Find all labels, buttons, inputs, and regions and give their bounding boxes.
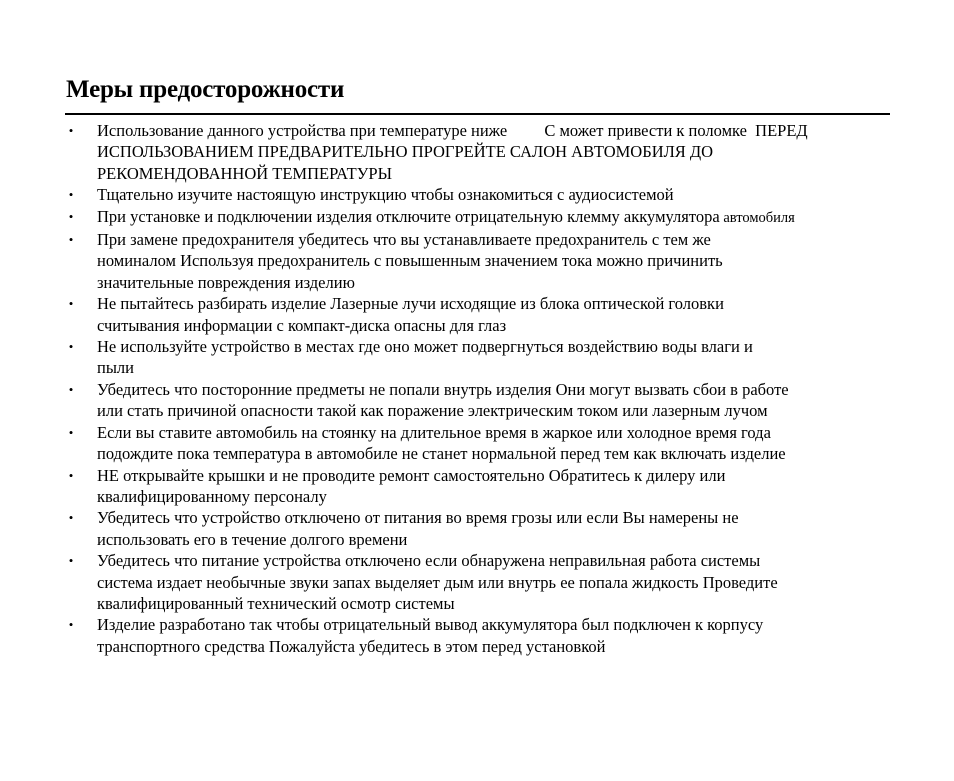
item-line: или стать причиной опасности такой как поражение электрическим током или лазерным лучом xyxy=(97,401,768,421)
list-item xyxy=(65,550,890,614)
bullet-icon: • xyxy=(68,339,74,355)
item-line: Не пытайтесь разбирать изделие Лазерные лучи исходящие из блока оптической головки xyxy=(97,294,724,314)
list-item xyxy=(65,184,890,205)
item-line-text: При установке и подключении изделия отключите отрицательную клемму аккумулятора xyxy=(97,206,720,226)
item-line: квалифицированный технический осмотр системы xyxy=(97,593,455,613)
item-line: Не используйте устройство в местах где оно может подвергнуться воздействию воды влаги и xyxy=(97,337,753,357)
bullet-icon: • xyxy=(68,187,74,203)
item-line: подождите пока температура в автомобиле не станет нормальной перед тем как включать изделие xyxy=(97,444,786,464)
precautions-list xyxy=(65,120,890,657)
bullet-icon: • xyxy=(68,123,74,138)
title-divider xyxy=(65,113,890,115)
document-page xyxy=(65,75,890,657)
item-line: пыли xyxy=(97,358,134,378)
item-line: Убедитесь что устройство отключено от питания во время грозы или если Вы намерены не xyxy=(97,508,739,528)
item-line: Убедитесь что посторонние предметы не попали внутрь изделия Они могут вызвать сбои в работе xyxy=(97,379,789,399)
bullet-icon: • xyxy=(68,381,74,397)
list-item xyxy=(65,336,890,379)
bullet-icon: • xyxy=(68,424,74,440)
list-item xyxy=(65,293,890,336)
item-line: использовать его в течение долгого времени xyxy=(97,529,408,549)
item-line: номиналом Используя предохранитель с повышенным значением тока можно причинить xyxy=(97,251,723,271)
bullet-icon: • xyxy=(68,553,74,569)
list-item xyxy=(65,229,890,293)
bullet-icon: • xyxy=(68,510,74,526)
item-line: Убедитесь что питание устройства отключено если обнаружена неправильная работа системы xyxy=(97,551,761,571)
list-item xyxy=(65,120,890,184)
list-item xyxy=(65,206,890,229)
list-item xyxy=(65,507,890,550)
item-line: ИСПОЛЬЗОВАНИЕМ ПРЕДВАРИТЕЛЬНО ПРОГРЕЙТЕ САЛОН АВТОМОБИЛЯ ДО xyxy=(97,142,714,162)
item-line: считывания информации с компакт-диска опасны для глаз xyxy=(97,315,507,335)
item-line: значительные повреждения изделию xyxy=(97,272,355,292)
bullet-icon: • xyxy=(68,208,74,224)
list-item xyxy=(65,465,890,508)
page-title: Меры предосторожности xyxy=(66,76,345,103)
bullet-icon: • xyxy=(68,296,74,312)
list-item xyxy=(65,379,890,422)
list-item xyxy=(65,422,890,465)
item-line: Тщательно изучите настоящую инструкцию чтобы ознакомиться с аудиосистемой xyxy=(97,185,674,205)
item-line: При замене предохранителя убедитесь что вы устанавливаете предохранитель с тем же xyxy=(97,230,711,250)
item-line-tail: автомобиля xyxy=(719,209,795,226)
item-line: Изделие разработано так чтобы отрицательный вывод аккумулятора был подключен к корпусу xyxy=(97,615,764,635)
item-line: Использование данного устройства при температуре ниже С может привести к поломке ПЕРЕД xyxy=(97,121,808,140)
bullet-icon: • xyxy=(68,467,74,483)
item-line: квалифицированному персоналу xyxy=(97,486,327,506)
item-line: РЕКОМЕНДОВАННОЙ ТЕМПЕРАТУРЫ xyxy=(97,163,392,183)
item-line: система издает необычные звуки запах выделяет дым или внутрь ее попала жидкость Проведите xyxy=(97,572,778,592)
item-line xyxy=(97,206,890,229)
list-item xyxy=(65,614,890,657)
bullet-icon: • xyxy=(68,617,74,633)
item-line: Если вы ставите автомобиль на стоянку на длительное время в жаркое или холодное время года xyxy=(97,422,771,442)
bullet-icon: • xyxy=(68,232,74,248)
item-line: транспортного средства Пожалуйста убедитесь в этом перед установкой xyxy=(97,636,606,656)
item-line: НЕ открывайте крышки и не проводите ремонт самостоятельно Обратитесь к дилеру или xyxy=(97,465,726,485)
